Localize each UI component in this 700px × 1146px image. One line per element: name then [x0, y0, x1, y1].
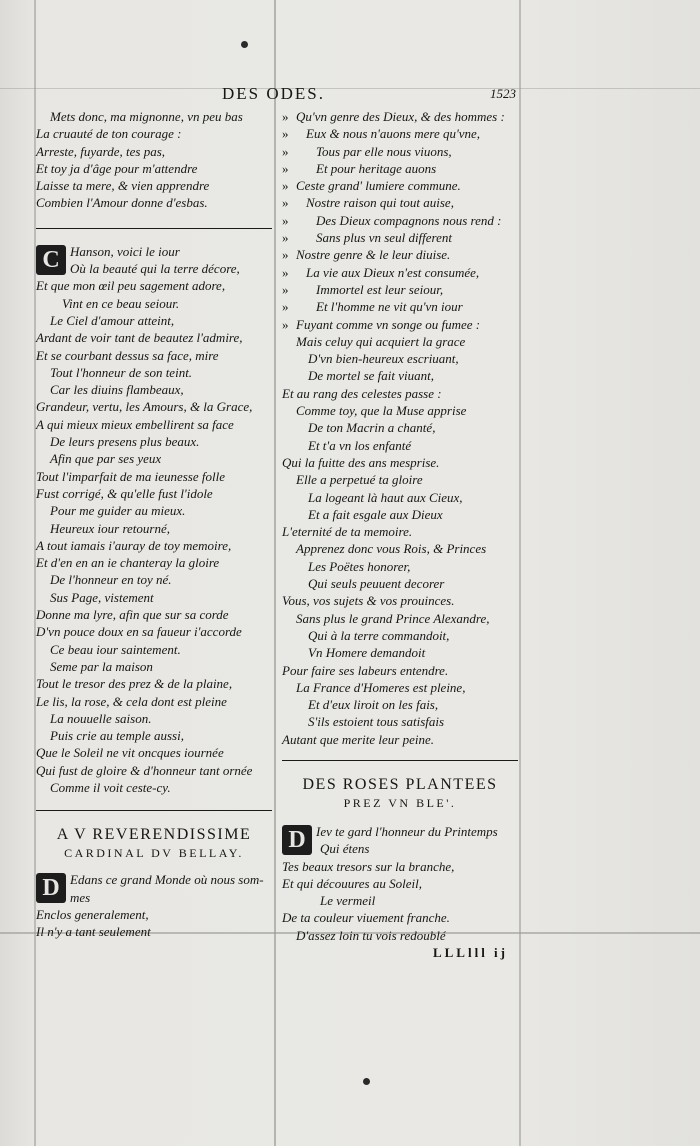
verse-line: Sans plus le grand Prince Alexandre,: [296, 610, 490, 626]
verse-line: Donne ma lyre, afin que sur sa corde: [36, 607, 229, 623]
verse-line: Et a fait esgale aux Dieux: [308, 506, 443, 522]
verse-line: Heureux iour retourné,: [50, 520, 170, 536]
verse-line: Comme toy, que la Muse apprise: [296, 403, 467, 419]
verse-line: Apprenez donc vous Rois, & Princes: [296, 541, 487, 557]
section-divider: [36, 810, 272, 811]
verse-line: Où la beauté qui la terre décore,: [70, 261, 240, 277]
verse-line: Elle a perpetué ta gloire: [296, 472, 423, 488]
verse-line: Et qui découures au Soleil,: [282, 875, 422, 891]
verse-line: Hanson, voici le iour: [70, 243, 180, 259]
verse-line: Nostre genre & le leur diuise.: [296, 247, 451, 263]
verse-line: La vie aux Dieux n'est consumée,: [306, 264, 480, 280]
verse-line: Et que mon œil peu sagement adore,: [36, 278, 226, 294]
drop-cap: C: [36, 245, 66, 275]
verse-line: A tout iamais i'auray de toy memoire,: [36, 537, 232, 553]
verse-line: Et toy ja d'âge pour m'attendre: [36, 160, 198, 176]
left-stanza: [36, 108, 272, 212]
verse-line: Le Ciel d'amour atteint,: [50, 312, 175, 328]
verse-line: Car les diuins flambeaux,: [50, 382, 184, 398]
verse-line: S'ils estoient tous satisfais: [308, 714, 445, 730]
page-title: DES ODES.: [222, 84, 326, 103]
verse-line: Afin que par ses yeux: [50, 451, 162, 467]
right-column: [282, 108, 518, 961]
verse-line: Grandeur, vertu, les Amours, & la Grace,: [36, 399, 253, 415]
verse-line: Fust corrigé, & qu'elle fust l'idole: [36, 485, 213, 501]
verse-line: De ton Macrin a chanté,: [308, 420, 436, 436]
verse-line: Le vermeil: [320, 893, 376, 909]
verse-line: Tes beaux tresors sur la branche,: [282, 858, 455, 874]
verse-line: Ce beau iour saintement.: [50, 641, 181, 657]
signature-mark: LLLlll ij: [432, 945, 508, 961]
ode-subheading: PREZ VN BLE'.: [343, 795, 457, 810]
verse-line: Pour me guider au mieux.: [50, 503, 186, 519]
right-stanza: » Qu'vn genre des Dieux, & des hommes : » Eux & nous n'auons mere qu'vne, » Tous par elle nous viuons, » Et pour heritage auons » Ceste grand' lumiere commune. » Nostre raison qui tout auise, » Des Dieux compagnons nous rend : » Sans plus vn seul different » Nostre genre & le leur diuise. » La vie aux Dieux n'est consumée, » Immortel est leur seiour, » Et l'homme ne vit qu'vn iour » Fuyant comme vn songe ou fumee : Mais celuy qui acquiert la grace D'vn bien-heureux escriuant, De mortel se fait viuant, Et au rang des celestes passe : Comme toy, que la Muse apprise De ton Macrin a chanté, Et t'a vn los enfanté Qui la fuitte des ans mesprise. Elle a perpetué ta gloire La logeant là haut aux Cieux, Et a fait esgale aux Dieux L'eternité de ta memoire. Apprenez donc vous Rois, & Princes Les Poëtes honorer, Qui seuls peuuent decorer Vous, vos sujets & vos prouinces. Sans plus le grand Prince Alexandre, Qui à la terre commandoit, Vn Homere demandoit Pour faire ses labeurs entendre. La France d'Homeres est pleine, Et d'eux liroit on les fais, S'ils estoient tous satisfais Autant que merite leur peine.: [282, 108, 518, 748]
verse-line: Des Dieux compagnons nous rend :: [316, 212, 502, 228]
verse-line: Vint en ce beau seiour.: [62, 295, 180, 311]
verse-line: A qui mieux mieux embellirent sa face: [36, 416, 234, 432]
verse-line: Vn Homere demandoit: [308, 645, 426, 661]
verse-line: Et se courbant dessus sa face, mire: [36, 347, 219, 363]
verse-line: Autant que merite leur peine.: [282, 731, 434, 747]
verse-line: Seme par la maison: [50, 658, 153, 674]
drop-cap: D: [282, 825, 312, 855]
verse-line: La nouuelle saison.: [50, 710, 152, 726]
verse-line: La logeant là haut aux Cieux,: [308, 489, 463, 505]
verse-line: Qui fust de gloire & d'honneur tant ornée: [36, 762, 253, 778]
verse-line: Il n'y a tant seulement: [36, 924, 151, 940]
verse-line: Les Poëtes honorer,: [308, 558, 411, 574]
verse-line: Et t'a vn los enfanté: [308, 437, 412, 453]
verse-line: Ceste grand' lumiere commune.: [296, 178, 461, 194]
verse-line: Iev te gard l'honneur du Printemps: [316, 823, 498, 839]
verse-line: De ta couleur viuement franche.: [282, 910, 450, 926]
verse-line: mes: [70, 889, 91, 905]
verse-line: Puis crie au temple aussi,: [50, 728, 184, 744]
ode-cardinal: [36, 825, 272, 940]
verse-line: Mets donc, ma mignonne, vn peu bas: [50, 109, 243, 124]
fold-line: [519, 0, 521, 1146]
verse-line: Tout l'honneur de son teint.: [50, 364, 193, 380]
verse-line: L'eternité de ta memoire.: [282, 524, 413, 540]
verse-line: Tout le tresor des prez & de la plaine,: [36, 676, 233, 692]
verse-line: Fuyant comme vn songe ou fumee :: [296, 316, 481, 332]
verse-line: Et d'eux liroit on les fais,: [308, 697, 439, 713]
verse-line: Qui à la terre commandoit,: [308, 627, 450, 643]
verse-line: D'vn pouce doux en sa faueur i'accorde: [36, 624, 242, 640]
verse-line: Vous, vos sujets & vos prouinces.: [282, 593, 455, 609]
verse-line: Et l'homme ne vit qu'vn iour: [316, 299, 463, 315]
ode-chanson: [36, 243, 272, 797]
verse-line: Nostre raison qui tout auise,: [306, 195, 454, 211]
fold-line: [274, 0, 276, 1146]
verse-line: Et d'en en an ie chanteray la gloire: [36, 555, 220, 571]
verse-line: De mortel se fait viuant,: [308, 368, 435, 384]
running-header: [0, 84, 700, 108]
verse-line: Ardant de voir tant de beautez l'admire,: [36, 330, 243, 346]
verse-line: Et au rang des celestes passe :: [282, 385, 442, 401]
section-divider: [282, 760, 518, 761]
verse-line: Immortel est leur seiour,: [316, 281, 444, 297]
verse-line: La France d'Homeres est pleine,: [296, 679, 466, 695]
section-divider: [36, 228, 272, 229]
ink-speck: [241, 41, 248, 48]
verse-line: Que le Soleil ne vit oncques iournée: [36, 745, 224, 761]
verse-line: Tout l'imparfait de ma ieunesse folle: [36, 468, 225, 484]
page-number: 1523: [490, 86, 516, 101]
verse-line: Arreste, fuyarde, tes pas,: [36, 143, 166, 159]
verse-line: Combien l'Amour donne d'esbas.: [36, 195, 208, 211]
ode-heading: A V REVERENDISSIME: [56, 826, 252, 844]
verse-line: De leurs presens plus beaux.: [50, 434, 200, 450]
verse-line: Laisse ta mere, & vien apprendre: [36, 178, 210, 194]
verse-line: D'assez loin tu vois redoublé: [296, 927, 446, 943]
left-column: [36, 108, 272, 940]
verse-line: Edans ce grand Monde où nous som-: [70, 872, 264, 888]
verse-line: Sus Page, vistement: [50, 589, 154, 605]
verse-line: Eux & nous n'auons mere qu'vne,: [306, 126, 481, 142]
ink-speck: [363, 1078, 370, 1085]
verse-line: Qui la fuitte des ans mesprise.: [282, 454, 440, 470]
drop-cap: D: [36, 873, 66, 903]
verse-line: De l'honneur en toy né.: [50, 572, 172, 588]
verse-line: Et pour heritage auons: [316, 160, 437, 176]
verse-line: Enclos generalement,: [36, 906, 149, 922]
verse-line: Mais celuy qui acquiert la grace: [296, 333, 466, 349]
verse-line: Le lis, la rose, & cela dont est pleine: [36, 693, 227, 709]
verse-line: La cruauté de ton courage :: [36, 126, 182, 142]
verse-line: Qu'vn genre des Dieux, & des hommes :: [296, 109, 505, 124]
ode-subheading: CARDINAL DV BELLAY.: [64, 846, 244, 861]
ode-roses: [282, 775, 518, 961]
ode-heading: DES ROSES PLANTEES: [302, 775, 498, 793]
verse-line: Qui étens: [320, 841, 370, 857]
verse-line: Tous par elle nous viuons,: [316, 143, 452, 159]
verse-line: Qui seuls peuuent decorer: [308, 576, 445, 592]
verse-line: Comme il voit ceste-cy.: [50, 779, 171, 795]
verse-line: D'vn bien-heureux escriuant,: [308, 351, 459, 367]
verse-line: Pour faire ses labeurs entendre.: [282, 662, 449, 678]
verse-line: Sans plus vn seul different: [316, 230, 453, 246]
